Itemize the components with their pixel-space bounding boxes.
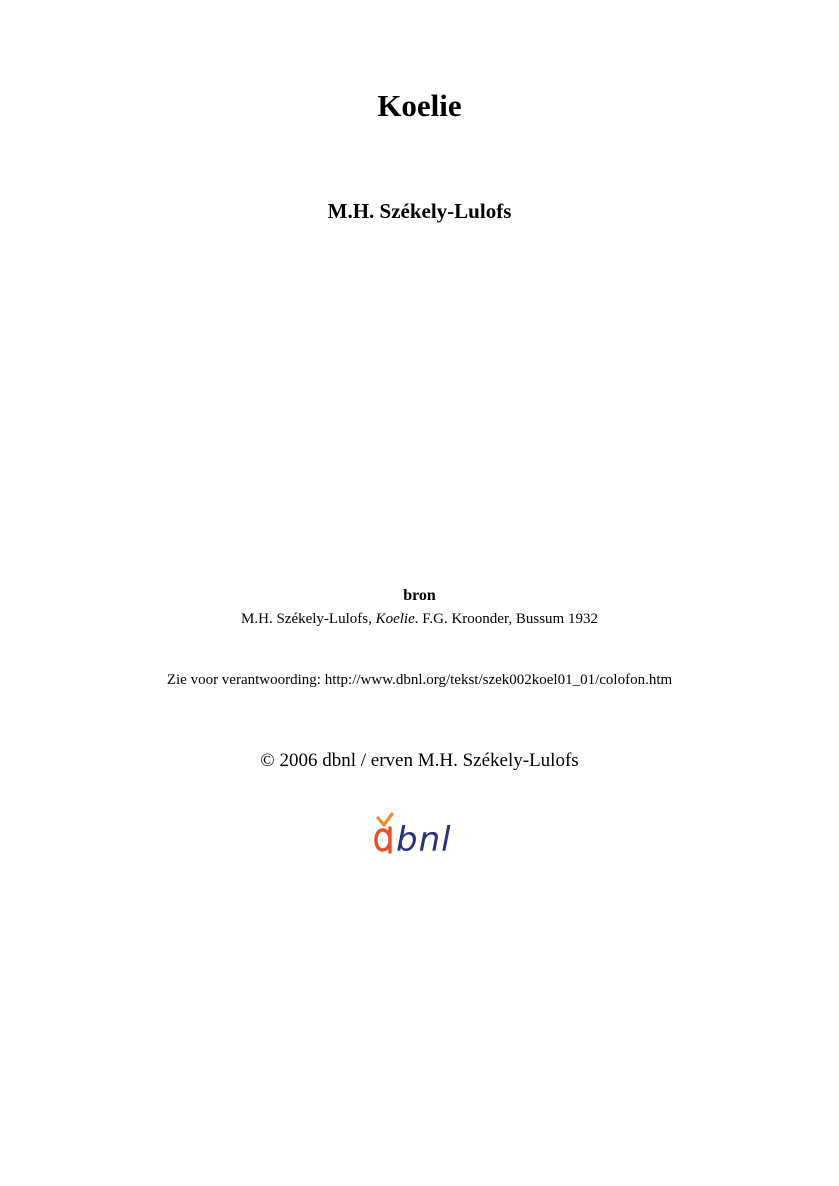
logo-accent-icon [378,814,392,825]
copyright-notice: © 2006 dbnl / erven M.H. Székely-Lulofs [260,750,579,771]
logo-d-icon [376,828,390,852]
source-citation [0,608,839,630]
logo-wordmark: dbnl [370,793,399,810]
document-title: Koelie [377,88,462,123]
source-book-title: Koelie [375,611,415,627]
dbnl-logo [370,793,470,862]
source-heading: bron [403,587,436,604]
svg-text:bnl: bnl [396,820,452,860]
document-author: M.H. Székely-Lulofs [327,199,512,223]
source-author: M.H. Székely-Lulofs, [241,611,376,627]
source-publication: . F.G. Kroonder, Bussum 1932 [414,611,598,627]
accountability-note: Zie voor verantwoording: http://www.dbnl.org/tekst/szek002koel01_01/colofon.htm [166,672,673,688]
